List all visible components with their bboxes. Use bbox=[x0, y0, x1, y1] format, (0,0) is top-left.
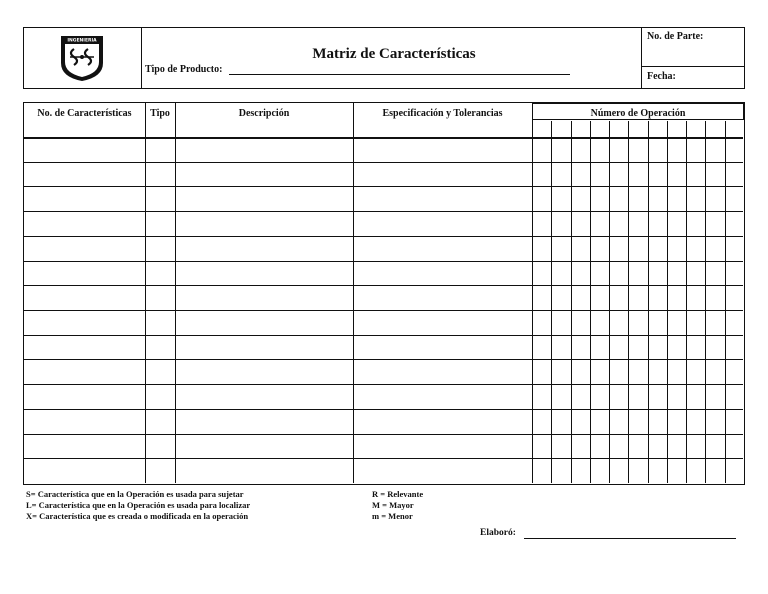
table-row-divider bbox=[24, 285, 743, 286]
date-label: Fecha: bbox=[647, 71, 676, 82]
part-number-label: No. de Parte: bbox=[647, 31, 704, 42]
table-row-divider bbox=[24, 359, 743, 360]
legend-item: m = Menor bbox=[372, 511, 413, 521]
operation-subcolumn-divider bbox=[686, 121, 687, 483]
operation-number-header-box bbox=[532, 103, 744, 120]
col-header-description: Descripción bbox=[238, 108, 290, 119]
product-type-field[interactable] bbox=[229, 74, 570, 75]
form-title: Matriz de Características bbox=[312, 46, 476, 62]
form-header bbox=[23, 27, 745, 89]
legend-item: S= Característica que en la Operación es usada para sujetar bbox=[26, 489, 244, 499]
legend-item: X= Característica que es creada o modificada en la operación bbox=[26, 511, 249, 521]
header-divider bbox=[141, 28, 142, 88]
col-header-operation-number: Número de Operación bbox=[590, 108, 686, 119]
logo-text: INGENIERIA bbox=[67, 38, 97, 44]
header-row-divider bbox=[24, 137, 743, 139]
column-divider bbox=[175, 103, 176, 483]
header-divider bbox=[641, 66, 744, 67]
table-row-divider bbox=[24, 384, 743, 385]
table-row-divider bbox=[24, 211, 743, 212]
operation-subcolumn-divider bbox=[571, 121, 572, 483]
column-divider bbox=[353, 103, 354, 483]
operation-subcolumn-divider bbox=[648, 121, 649, 483]
legend-item: L= Característica que en la Operación es usada para localizar bbox=[26, 500, 251, 510]
column-divider bbox=[145, 103, 146, 483]
legend-item: R = Relevante bbox=[372, 489, 424, 499]
operation-subcolumn-divider bbox=[609, 121, 610, 483]
table-row-divider bbox=[24, 162, 743, 163]
severity-legend bbox=[372, 489, 423, 522]
characteristics-table bbox=[23, 102, 745, 485]
col-header-specification: Especificación y Tolerancias bbox=[382, 108, 503, 119]
table-row-divider bbox=[24, 236, 743, 237]
prepared-by-field[interactable] bbox=[524, 538, 736, 539]
table-row-divider bbox=[24, 458, 743, 459]
operation-subcolumn-divider bbox=[551, 121, 552, 483]
table-row-divider bbox=[24, 186, 743, 187]
university-shield-logo bbox=[58, 33, 106, 83]
operation-subcolumn-divider bbox=[725, 121, 726, 483]
operation-subcolumn-divider bbox=[667, 121, 668, 483]
product-type-label: Tipo de Producto: bbox=[145, 64, 223, 75]
legend-item: M = Mayor bbox=[372, 500, 414, 510]
header-divider bbox=[641, 28, 642, 88]
operation-subcolumn-divider bbox=[628, 121, 629, 483]
column-divider bbox=[532, 103, 533, 483]
type-legend bbox=[26, 489, 250, 522]
table-row-divider bbox=[24, 434, 743, 435]
operation-subcolumn-divider bbox=[705, 121, 706, 483]
prepared-by-label: Elaboró: bbox=[480, 528, 516, 538]
col-header-type: Tipo bbox=[150, 108, 170, 119]
col-header-characteristic-number: No. de Características bbox=[37, 108, 132, 119]
operation-subcolumn-divider bbox=[590, 121, 591, 483]
table-row-divider bbox=[24, 409, 743, 410]
table-row-divider bbox=[24, 310, 743, 311]
table-row-divider bbox=[24, 261, 743, 262]
table-row-divider bbox=[24, 335, 743, 336]
